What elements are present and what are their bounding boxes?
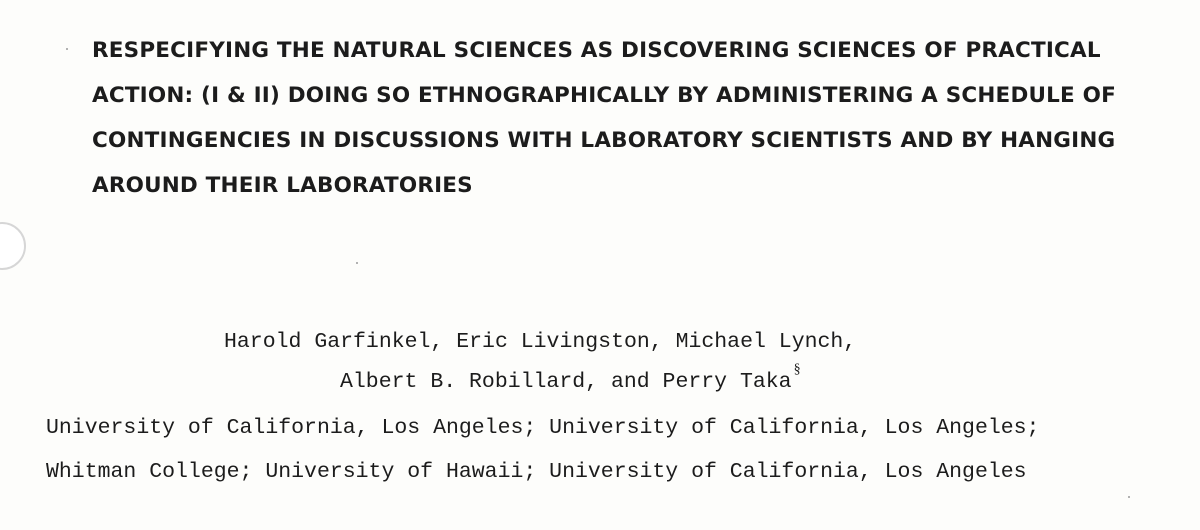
title-line: CONTINGENCIES IN DISCUSSIONS WITH LABORATORY SCIENTISTS AND BY HANGING	[92, 128, 1116, 153]
scan-speck	[1128, 496, 1130, 498]
author-list-line	[340, 362, 801, 404]
footnote-mark: §	[793, 362, 801, 377]
paper-title	[92, 28, 1182, 208]
author-names: Albert B. Robillard, and Perry Taka	[340, 370, 792, 394]
affiliation-line: University of California, Los Angeles; University of California, Los Angeles;	[46, 416, 1040, 440]
title-line: RESPECIFYING THE NATURAL SCIENCES AS DISCOVERING SCIENCES OF PRACTICAL	[92, 38, 1101, 63]
scan-speck	[66, 48, 68, 50]
scan-speck	[356, 262, 358, 264]
title-line: AROUND THEIR LABORATORIES	[92, 173, 473, 198]
hole-punch-mark	[0, 222, 26, 270]
title-line: ACTION: (I & II) DOING SO ETHNOGRAPHICALLY BY ADMINISTERING A SCHEDULE OF	[92, 83, 1116, 108]
author-list-line: Harold Garfinkel, Eric Livingston, Michael Lynch,	[224, 330, 857, 354]
affiliation-line: Whitman College; University of Hawaii; University of California, Los Angeles	[46, 460, 1027, 484]
